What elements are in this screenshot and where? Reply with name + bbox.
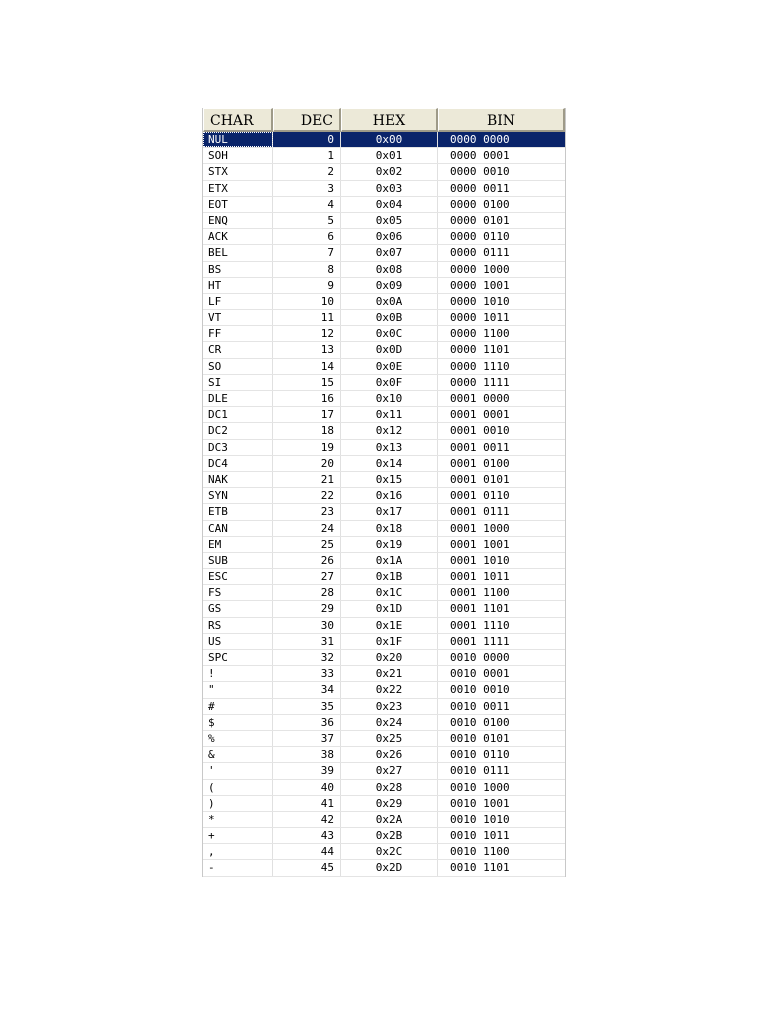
hex-cell: 0x06	[341, 229, 438, 244]
dec-cell: 1	[273, 148, 341, 163]
hex-cell: 0x2C	[341, 844, 438, 859]
table-row[interactable]	[203, 197, 565, 213]
hex-cell: 0x0E	[341, 359, 438, 374]
dec-cell: 5	[273, 213, 341, 228]
hex-cell: 0x05	[341, 213, 438, 228]
char-cell: SYN	[203, 488, 273, 503]
bin-cell: 0000 0101	[450, 213, 510, 227]
hex-cell: 0x23	[341, 699, 438, 714]
bin-cell: 0000 1100	[450, 327, 510, 341]
hex-cell: 0x0B	[341, 310, 438, 325]
bin-cell: 0010 1001	[450, 796, 510, 810]
bin-cell: 0001 1110	[450, 618, 510, 632]
bin-cell: 0001 1011	[450, 570, 510, 584]
dec-cell: 18	[273, 423, 341, 438]
char-cell: GS	[203, 601, 273, 616]
dec-cell: 8	[273, 262, 341, 277]
table-row[interactable]	[203, 488, 565, 504]
table-row[interactable]	[203, 504, 565, 520]
dec-cell: 15	[273, 375, 341, 390]
dec-cell: 23	[273, 504, 341, 519]
bin-cell: 0001 1001	[450, 537, 510, 551]
dec-cell: 16	[273, 391, 341, 406]
table-row[interactable]	[203, 860, 565, 876]
char-cell: )	[203, 796, 273, 811]
hex-cell: 0x1D	[341, 601, 438, 616]
hex-cell: 0x1E	[341, 618, 438, 633]
bin-cell: 0000 0010	[450, 165, 510, 179]
hex-cell: 0x28	[341, 780, 438, 795]
hex-cell: 0x17	[341, 504, 438, 519]
bin-cell: 0010 0001	[450, 667, 510, 681]
char-cell: VT	[203, 310, 273, 325]
char-cell: US	[203, 634, 273, 649]
table-row[interactable]	[203, 553, 565, 569]
char-cell: *	[203, 812, 273, 827]
table-row[interactable]	[203, 148, 565, 164]
char-cell: DLE	[203, 391, 273, 406]
table-row[interactable]	[203, 569, 565, 585]
dec-cell: 25	[273, 537, 341, 552]
dec-cell: 41	[273, 796, 341, 811]
bin-cell: 0010 0011	[450, 699, 510, 713]
bin-cell: 0010 1000	[450, 780, 510, 794]
table-row[interactable]	[203, 828, 565, 844]
table-row[interactable]	[203, 650, 565, 666]
hex-cell: 0x01	[341, 148, 438, 163]
char-cell: DC4	[203, 456, 273, 471]
char-cell: &	[203, 747, 273, 762]
dec-cell: 27	[273, 569, 341, 584]
table-row[interactable]	[203, 601, 565, 617]
bin-cell: 0000 0001	[450, 149, 510, 163]
bin-cell: 0001 0011	[450, 440, 510, 454]
table-header	[203, 108, 565, 132]
hex-cell: 0x11	[341, 407, 438, 422]
table-row[interactable]	[203, 618, 565, 634]
char-cell: $	[203, 715, 273, 730]
bin-cell: 0001 1111	[450, 634, 510, 648]
bin-cell: 0001 0000	[450, 392, 510, 405]
bin-cell: 0000 1111	[450, 375, 510, 389]
char-cell: DC2	[203, 423, 273, 438]
char-cell: ESC	[203, 569, 273, 584]
char-cell: BS	[203, 262, 273, 277]
bin-cell: 0000 0110	[450, 230, 510, 244]
dec-cell: 21	[273, 472, 341, 487]
dec-cell: 29	[273, 601, 341, 616]
bin-cell: 0010 0110	[450, 748, 510, 762]
char-cell: ETX	[203, 181, 273, 196]
char-cell: LF	[203, 294, 273, 309]
dec-cell: 33	[273, 666, 341, 681]
hex-cell: 0x2B	[341, 828, 438, 843]
bin-cell: 0001 1101	[450, 602, 510, 616]
hex-cell: 0x15	[341, 472, 438, 487]
dec-cell: 35	[273, 699, 341, 714]
column-header-hex[interactable]: HEX	[341, 108, 438, 132]
char-cell: %	[203, 731, 273, 746]
table-row[interactable]	[203, 294, 565, 310]
hex-cell: 0x02	[341, 164, 438, 179]
char-cell: FS	[203, 585, 273, 600]
dec-cell: 4	[273, 197, 341, 212]
table-row[interactable]	[203, 747, 565, 763]
bin-cell: 0010 1100	[450, 845, 510, 859]
hex-cell: 0x1C	[341, 585, 438, 600]
hex-cell: 0x0C	[341, 326, 438, 341]
bin-cell: 0001 1000	[450, 521, 510, 535]
table-row[interactable]	[203, 262, 565, 278]
hex-cell: 0x19	[341, 537, 438, 552]
bin-cell: 0000 0011	[450, 181, 510, 195]
dec-cell: 34	[273, 682, 341, 697]
hex-cell: 0x04	[341, 197, 438, 212]
char-cell: -	[203, 860, 273, 875]
hex-cell: 0x2D	[341, 860, 438, 875]
char-cell: BEL	[203, 245, 273, 260]
bin-cell: 0010 0000	[450, 651, 510, 664]
bin-cell: 0000 0000	[450, 133, 510, 146]
dec-cell: 7	[273, 245, 341, 260]
char-cell: FF	[203, 326, 273, 341]
table-row[interactable]	[203, 278, 565, 294]
table-row[interactable]	[203, 780, 565, 796]
dec-cell: 42	[273, 812, 341, 827]
table-row[interactable]	[203, 440, 565, 456]
char-cell: "	[203, 682, 273, 697]
bin-cell: 0010 0101	[450, 731, 510, 745]
bin-cell: 0000 1010	[450, 294, 510, 308]
char-cell: (	[203, 780, 273, 795]
char-cell: CAN	[203, 521, 273, 536]
dec-cell: 24	[273, 521, 341, 536]
dec-cell: 11	[273, 310, 341, 325]
hex-cell: 0x22	[341, 682, 438, 697]
hex-cell: 0x29	[341, 796, 438, 811]
char-cell: STX	[203, 164, 273, 179]
hex-cell: 0x0A	[341, 294, 438, 309]
bin-cell: 0001 0110	[450, 489, 510, 503]
dec-cell: 44	[273, 844, 341, 859]
table-row[interactable]	[203, 229, 565, 245]
bin-cell: 0001 0001	[450, 408, 510, 422]
column-header-bin[interactable]: BIN	[438, 108, 565, 132]
hex-cell: 0x26	[341, 747, 438, 762]
table-row[interactable]	[203, 423, 565, 439]
table-row[interactable]	[203, 521, 565, 537]
dec-cell: 28	[273, 585, 341, 600]
hex-cell: 0x25	[341, 731, 438, 746]
char-cell: SUB	[203, 553, 273, 568]
table-row[interactable]	[203, 472, 565, 488]
table-row[interactable]	[203, 763, 565, 779]
table-row[interactable]	[203, 132, 565, 148]
char-cell: EOT	[203, 197, 273, 212]
table-row[interactable]	[203, 407, 565, 423]
table-row[interactable]	[203, 375, 565, 391]
bin-cell: 0001 0100	[450, 456, 510, 470]
table-row[interactable]	[203, 342, 565, 358]
char-cell: SI	[203, 375, 273, 390]
dec-cell: 43	[273, 828, 341, 843]
table-row[interactable]	[203, 359, 565, 375]
table-row[interactable]	[203, 796, 565, 812]
bin-cell: 0010 0010	[450, 683, 510, 697]
dec-cell: 13	[273, 342, 341, 357]
table-body	[203, 132, 565, 877]
table-row[interactable]	[203, 310, 565, 326]
bin-cell: 0010 0100	[450, 715, 510, 729]
column-header-char[interactable]: CHAR	[203, 108, 273, 132]
dec-cell: 40	[273, 780, 341, 795]
hex-cell: 0x00	[341, 132, 438, 147]
bin-cell: 0000 0111	[450, 246, 510, 260]
table-row[interactable]	[203, 181, 565, 197]
hex-cell: 0x1A	[341, 553, 438, 568]
hex-cell: 0x18	[341, 521, 438, 536]
char-cell: SO	[203, 359, 273, 374]
bin-cell: 0000 1000	[450, 262, 510, 276]
dec-cell: 22	[273, 488, 341, 503]
dec-cell: 6	[273, 229, 341, 244]
bin-cell: 0001 0111	[450, 505, 510, 519]
char-cell: NAK	[203, 472, 273, 487]
dec-cell: 0	[273, 132, 341, 147]
table-row[interactable]	[203, 245, 565, 261]
dec-cell: 30	[273, 618, 341, 633]
table-row[interactable]	[203, 391, 565, 407]
bin-cell: 0000 1101	[450, 343, 510, 357]
bin-cell: 0010 1010	[450, 812, 510, 826]
hex-cell: 0x1B	[341, 569, 438, 584]
hex-cell: 0x08	[341, 262, 438, 277]
char-cell: +	[203, 828, 273, 843]
dec-cell: 14	[273, 359, 341, 374]
hex-cell: 0x09	[341, 278, 438, 293]
bin-cell: 0010 1011	[450, 829, 510, 843]
char-cell: #	[203, 699, 273, 714]
hex-cell: 0x12	[341, 423, 438, 438]
hex-cell: 0x21	[341, 666, 438, 681]
table-row[interactable]	[203, 682, 565, 698]
dec-cell: 32	[273, 650, 341, 665]
dec-cell: 37	[273, 731, 341, 746]
bin-cell: 0000 0100	[450, 197, 510, 211]
table-row[interactable]	[203, 213, 565, 229]
dec-cell: 17	[273, 407, 341, 422]
dec-cell: 20	[273, 456, 341, 471]
char-cell: HT	[203, 278, 273, 293]
char-cell: SOH	[203, 148, 273, 163]
dec-cell: 45	[273, 860, 341, 875]
dec-cell: 19	[273, 440, 341, 455]
dec-cell: 31	[273, 634, 341, 649]
hex-cell: 0x0F	[341, 375, 438, 390]
char-cell: ETB	[203, 504, 273, 519]
table-row[interactable]	[203, 326, 565, 342]
table-row[interactable]	[203, 731, 565, 747]
char-cell: EM	[203, 537, 273, 552]
table-row[interactable]	[203, 456, 565, 472]
char-cell: '	[203, 763, 273, 778]
char-cell: !	[203, 666, 273, 681]
dec-cell: 36	[273, 715, 341, 730]
table-row[interactable]	[203, 585, 565, 601]
char-cell: DC1	[203, 407, 273, 422]
hex-cell: 0x2A	[341, 812, 438, 827]
hex-cell: 0x1F	[341, 634, 438, 649]
bin-cell: 0000 1001	[450, 278, 510, 292]
char-cell: ACK	[203, 229, 273, 244]
char-cell: RS	[203, 618, 273, 633]
ascii-table	[202, 108, 566, 877]
bin-cell: 0001 1010	[450, 553, 510, 567]
char-cell: SPC	[203, 650, 273, 665]
char-cell: ,	[203, 844, 273, 859]
dec-cell: 10	[273, 294, 341, 309]
dec-cell: 39	[273, 763, 341, 778]
bin-cell: 0000 1011	[450, 311, 510, 325]
hex-cell: 0x14	[341, 456, 438, 471]
hex-cell: 0x20	[341, 650, 438, 665]
bin-cell: 0001 1100	[450, 586, 510, 600]
table-row[interactable]	[203, 537, 565, 553]
hex-cell: 0x03	[341, 181, 438, 196]
dec-cell: 12	[273, 326, 341, 341]
char-cell: DC3	[203, 440, 273, 455]
char-cell: NUL	[203, 132, 273, 147]
hex-cell: 0x10	[341, 391, 438, 406]
bin-cell: 0010 0111	[450, 764, 510, 778]
table-row[interactable]	[203, 699, 565, 715]
dec-cell: 2	[273, 164, 341, 179]
dec-cell: 26	[273, 553, 341, 568]
bin-cell: 0000 1110	[450, 359, 510, 373]
hex-cell: 0x0D	[341, 342, 438, 357]
hex-cell: 0x07	[341, 245, 438, 260]
char-cell: CR	[203, 342, 273, 357]
hex-cell: 0x16	[341, 488, 438, 503]
table-row[interactable]	[203, 812, 565, 828]
column-header-dec[interactable]: DEC	[273, 108, 341, 132]
bin-cell: 0010 1101	[450, 861, 510, 875]
dec-cell: 3	[273, 181, 341, 196]
table-row[interactable]	[203, 634, 565, 650]
hex-cell: 0x13	[341, 440, 438, 455]
table-row[interactable]	[203, 844, 565, 860]
table-row[interactable]	[203, 164, 565, 180]
table-row[interactable]	[203, 666, 565, 682]
char-cell: ENQ	[203, 213, 273, 228]
dec-cell: 38	[273, 747, 341, 762]
bin-cell: 0001 0010	[450, 424, 510, 438]
dec-cell: 9	[273, 278, 341, 293]
hex-cell: 0x27	[341, 763, 438, 778]
bin-cell: 0001 0101	[450, 472, 510, 486]
table-row[interactable]	[203, 715, 565, 731]
hex-cell: 0x24	[341, 715, 438, 730]
